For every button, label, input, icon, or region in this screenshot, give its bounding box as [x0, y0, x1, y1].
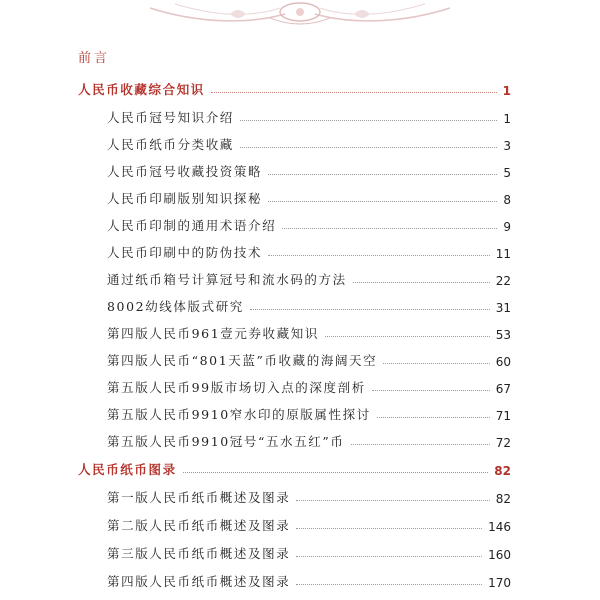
toc-entry-title: 第四版人民币961壹元券收藏知识 [107, 326, 319, 341]
toc-section[interactable] [78, 76, 511, 98]
toc-entry-page: 11 [495, 247, 511, 261]
leader-dots [383, 363, 489, 364]
leader-dots [211, 92, 497, 93]
toc-section-title: 人民币收藏综合知识 [78, 82, 205, 97]
toc-entry-title: 第三版人民币纸币概述及图录 [107, 546, 291, 561]
toc-entry[interactable] [107, 266, 511, 288]
toc-entry[interactable] [107, 104, 511, 126]
toc-entry-page: 60 [495, 355, 511, 369]
toc-entry-page: 71 [495, 409, 511, 423]
toc-entry-page: 3 [503, 139, 511, 153]
toc-entry-title: 人民币冠号知识介绍 [107, 110, 234, 125]
toc-entry-page: 67 [495, 382, 511, 396]
toc-entry-title: 人民币印刷中的防伪技术 [107, 245, 263, 260]
toc-entry[interactable] [107, 512, 511, 534]
toc-entry[interactable] [107, 320, 511, 342]
leader-dots [377, 417, 490, 418]
toc-entry-page: 1 [503, 112, 511, 126]
toc-entry-title: 人民币纸币分类收藏 [107, 137, 234, 152]
toc-entry-page: 31 [495, 301, 511, 315]
toc-entry-title: 人民币印制的通用术语介绍 [107, 218, 277, 233]
toc-entry-title: 第五版人民币99版市场切入点的深度剖析 [107, 380, 366, 395]
toc-entry-title: 第五版人民币9910窄水印的原版属性探讨 [107, 407, 371, 422]
toc-entry-page: 170 [488, 576, 511, 590]
toc-section-title: 人民币纸币图录 [78, 462, 177, 477]
toc-entry-page: 8 [503, 193, 511, 207]
toc-entry-page: 82 [495, 492, 511, 506]
toc-section[interactable] [78, 456, 511, 478]
leader-dots [372, 390, 490, 391]
toc-entry-title: 人民币冠号收藏投资策略 [107, 164, 263, 179]
toc-entry-title: 第一版人民币纸币概述及图录 [107, 490, 291, 505]
leader-dots [353, 282, 490, 283]
leader-dots [296, 528, 482, 529]
leader-dots [282, 228, 497, 229]
leader-dots [268, 255, 490, 256]
toc-entry[interactable] [107, 131, 511, 153]
toc-entry-title: 人民币印刷版别知识探秘 [107, 191, 263, 206]
toc-entry[interactable] [107, 212, 511, 234]
toc-entry-title: 第四版人民币纸币概述及图录 [107, 574, 291, 589]
toc-entry[interactable] [107, 484, 511, 506]
toc-entry[interactable] [107, 293, 511, 315]
toc-section-page: 1 [502, 84, 511, 98]
toc-entry[interactable] [107, 374, 511, 396]
toc-entry[interactable] [107, 401, 511, 423]
leader-dots [296, 584, 482, 585]
leader-dots [268, 174, 497, 175]
toc-entry[interactable] [107, 428, 511, 450]
toc-entry-title: 8002幼线体版式研究 [107, 299, 244, 314]
header-ornament [0, 0, 600, 34]
toc-entry-title: 通过纸币箱号计算冠号和流水码的方法 [107, 272, 347, 287]
leader-dots [351, 444, 490, 445]
toc-entry-page: 9 [503, 220, 511, 234]
toc-entry-page: 146 [488, 520, 511, 534]
toc-entry-page: 160 [488, 548, 511, 562]
toc-entry-page: 22 [495, 274, 511, 288]
leader-dots [268, 201, 497, 202]
toc-entry[interactable] [107, 540, 511, 562]
toc-entry-title: 第五版人民币9910冠号“五水五红”币 [107, 434, 345, 449]
toc-section-page: 82 [494, 464, 511, 478]
toc-entry[interactable] [107, 568, 511, 590]
leader-dots [325, 336, 490, 337]
leader-dots [240, 120, 497, 121]
leader-dots [296, 556, 482, 557]
toc-entry[interactable] [107, 185, 511, 207]
toc-entry-title: 第二版人民币纸币概述及图录 [107, 518, 291, 533]
toc-entry[interactable] [107, 158, 511, 180]
preface-heading[interactable]: 前言 [78, 51, 111, 66]
toc-entry-page: 53 [495, 328, 511, 342]
leader-dots [240, 147, 497, 148]
toc-entry-page: 72 [495, 436, 511, 450]
toc-entry[interactable] [107, 239, 511, 261]
leader-dots [296, 500, 489, 501]
toc-entry[interactable] [107, 347, 511, 369]
toc-entry-title: 第四版人民币“801天蓝”币收藏的海阔天空 [107, 353, 378, 368]
toc-entry-page: 5 [503, 166, 511, 180]
leader-dots [250, 309, 490, 310]
leader-dots [183, 472, 489, 473]
